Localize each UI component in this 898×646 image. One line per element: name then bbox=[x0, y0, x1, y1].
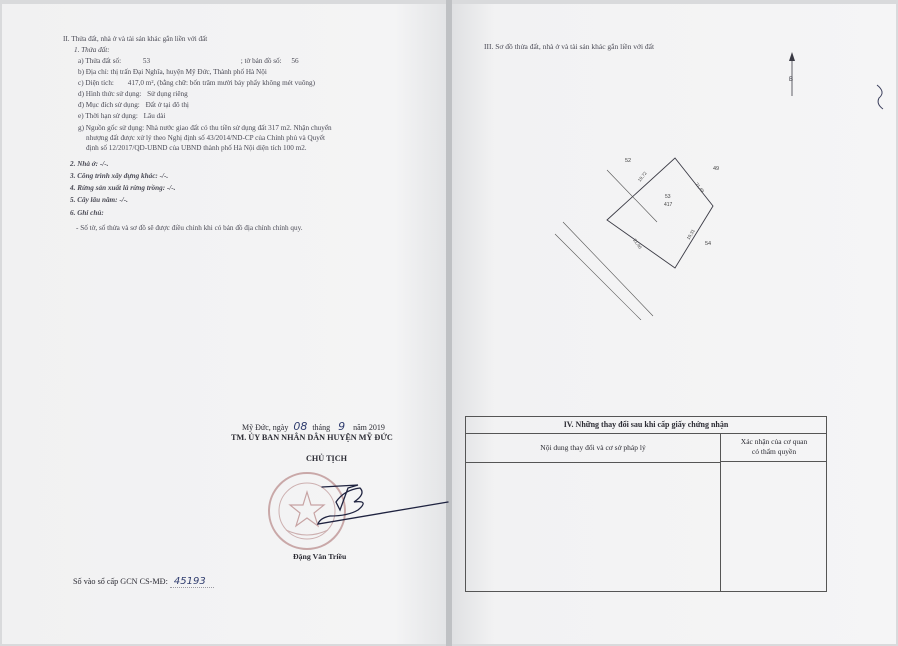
address-label: b) Địa chỉ: bbox=[78, 68, 109, 76]
lot-label: a) Thửa đất số: bbox=[78, 57, 122, 65]
date-prefix: Mỹ Đức, ngày bbox=[242, 423, 289, 432]
address-value: thị trấn Đại Nghĩa, huyện Mỹ Đức, Thành phố Hà Nội bbox=[110, 68, 267, 76]
house-row: 2. Nhà ở: -/-. bbox=[70, 160, 109, 168]
center-lot-number: 53 bbox=[665, 194, 671, 200]
page-fold bbox=[446, 0, 452, 646]
register-number: 45193 bbox=[170, 576, 214, 588]
plot-diagram bbox=[545, 150, 755, 320]
north-arrow-icon bbox=[784, 52, 800, 98]
usage-form-label: d) Hình thức sử dụng: bbox=[78, 90, 142, 98]
usage-form-row bbox=[78, 90, 188, 98]
edge-length-bottom-left: 21,40 bbox=[632, 237, 643, 250]
neighbor-lot-52: 52 bbox=[625, 158, 632, 164]
area-value: 417,0 m², (bằng chữ: bốn trăm mười bảy phẩy không mét vuông) bbox=[127, 79, 316, 87]
signature-icon bbox=[300, 478, 450, 526]
section-iii-title: III. Sơ đồ thửa đất, nhà ở và tài sản khác gắn liền với đất bbox=[484, 42, 655, 51]
section-ii-title: II. Thửa đất, nhà ở và tài sản khác gắn liền với đất bbox=[63, 35, 208, 43]
neighbor-lot-54: 54 bbox=[705, 241, 712, 247]
perennial-row: 5. Cây lâu năm: -/-. bbox=[70, 196, 128, 204]
date-month-label: tháng bbox=[312, 423, 331, 432]
notes-text: - Số tờ, số thửa và sơ đồ sẽ được điều chỉnh khi có bản đồ địa chính chính quy. bbox=[76, 224, 303, 232]
changes-table-title: IV. Những thay đổi sau khi cấp giấy chứng nhận bbox=[466, 417, 826, 434]
origin-line-3: định số 12/2017/QD-UBND của UBND thành phố Hà Nội diện tích 100 m2. bbox=[86, 144, 307, 152]
plot-boundary bbox=[607, 158, 713, 268]
signer-name: Đặng Văn Triều bbox=[293, 552, 347, 561]
lot-row bbox=[78, 57, 299, 65]
duration-value: Lâu dài bbox=[143, 112, 166, 120]
column-header-confirmation-line1: Xác nhận của cơ quan bbox=[740, 437, 808, 446]
column-header-content: Nội dung thay đổi và cơ sở pháp lý bbox=[466, 433, 721, 463]
center-lot-area: 417 bbox=[664, 202, 673, 208]
register-row bbox=[73, 576, 214, 587]
issue-date bbox=[242, 420, 385, 433]
purpose-label: đ) Mục đích sử dụng: bbox=[78, 101, 140, 109]
purpose-value: Đất ở tại đô thị bbox=[145, 101, 189, 109]
area-label: c) Diện tích: bbox=[78, 79, 114, 87]
address-row bbox=[78, 68, 267, 76]
road-line-1 bbox=[607, 170, 657, 222]
notes-heading: 6. Ghi chú: bbox=[70, 209, 104, 217]
lot-number: 53 bbox=[142, 57, 151, 65]
planted-forest-row: 4. Rừng sản xuất là rừng trồng: -/-. bbox=[70, 184, 176, 192]
purpose-row bbox=[78, 101, 189, 109]
date-year: năm 2019 bbox=[353, 423, 385, 432]
chair-title: CHỦ TỊCH bbox=[306, 454, 348, 463]
area-row bbox=[78, 79, 315, 87]
other-construction-row: 3. Công trình xây dựng khác: -/-. bbox=[70, 172, 169, 180]
register-label: Số vào sổ cấp GCN CS-MĐ: bbox=[73, 577, 168, 586]
duration-row bbox=[78, 112, 165, 120]
north-label: B bbox=[789, 77, 794, 83]
pen-mark-icon bbox=[874, 82, 888, 112]
road-line-2 bbox=[563, 222, 653, 316]
column-header-confirmation-line2: có thẩm quyền bbox=[751, 447, 797, 456]
neighbor-lot-49: 49 bbox=[713, 166, 720, 172]
origin-line-2: nhượng đất được xử lý theo Nghị định số 43/2014/ND-CP của Chính phủ và Quyết bbox=[86, 134, 326, 142]
date-day: 08 bbox=[293, 420, 308, 433]
duration-label: e) Thời hạn sử dụng: bbox=[78, 112, 138, 120]
road-line-3 bbox=[555, 234, 641, 320]
edge-length-top-left: 19,72 bbox=[636, 170, 648, 183]
changes-table-body bbox=[466, 463, 721, 592]
edge-length-top-right: 21,49 bbox=[694, 181, 706, 194]
left-page bbox=[2, 4, 448, 644]
changes-table bbox=[465, 416, 827, 592]
date-month: 9 bbox=[338, 420, 346, 433]
authority-title: TM. ỦY BAN NHÂN DÂN HUYỆN MỸ ĐỨC bbox=[231, 433, 393, 442]
edge-length-bottom-right: 19,31 bbox=[685, 228, 696, 241]
map-sheet-label: ; tờ bản đồ số: bbox=[240, 57, 282, 65]
map-sheet-number: 56 bbox=[291, 57, 299, 65]
usage-form-value: Sử dụng riêng bbox=[147, 90, 188, 98]
origin-line-1: g) Nguồn gốc sử dụng: Nhà nước giao đất có thu tiền sử dụng đất 317 m2. Nhận chuyển bbox=[78, 124, 332, 132]
column-header-confirmation bbox=[721, 433, 827, 462]
land-heading: 1. Thửa đất: bbox=[74, 46, 110, 54]
